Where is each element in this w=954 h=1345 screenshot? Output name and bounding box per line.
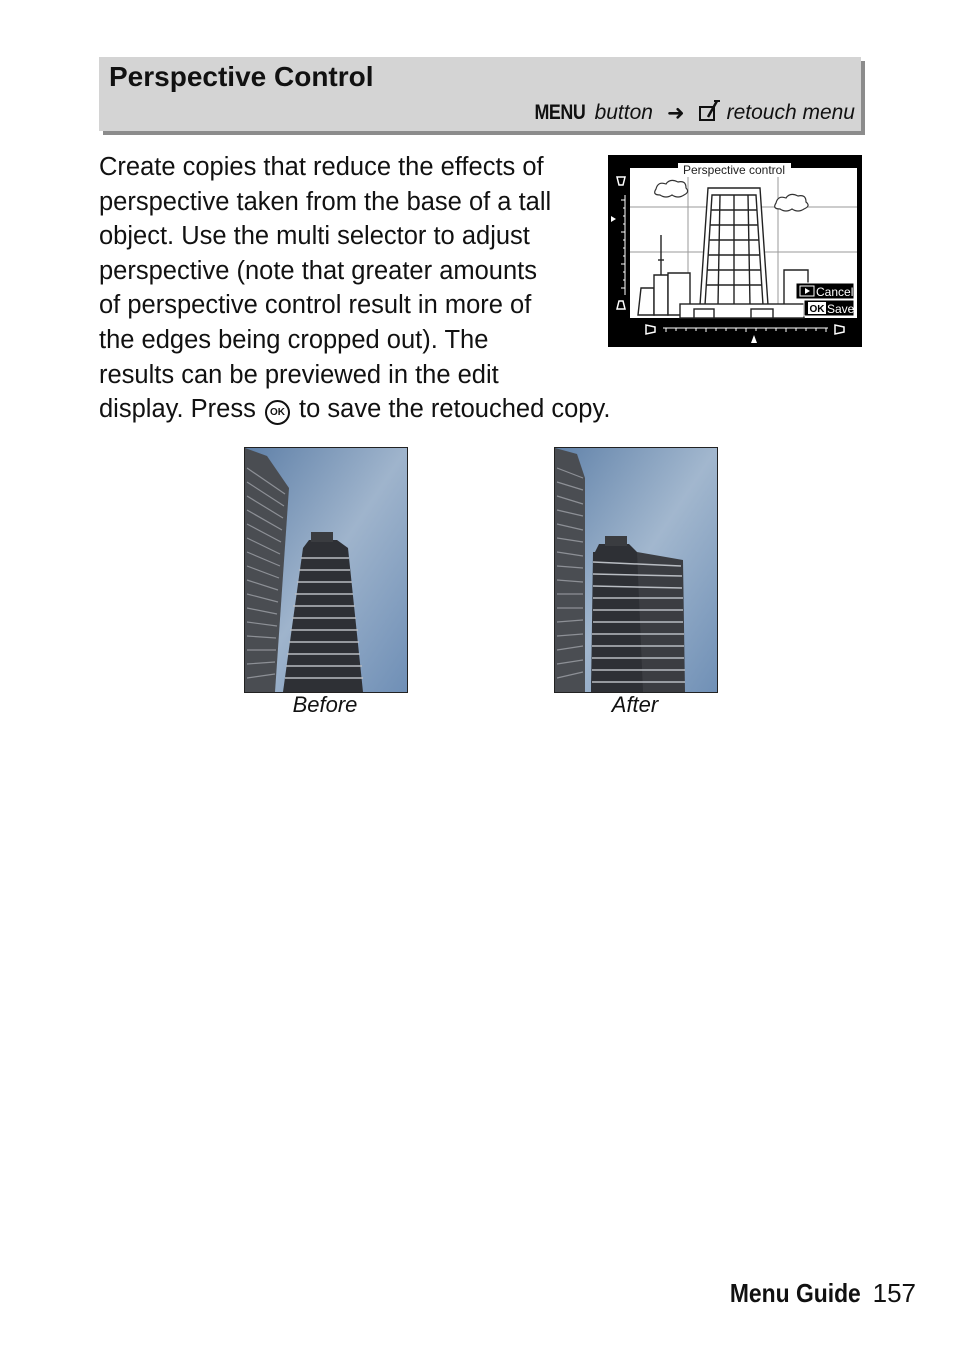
text-line: the edges being cropped out). The — [99, 325, 489, 354]
lcd-ok-badge: OK — [809, 304, 825, 315]
section-name: Menu Guide — [729, 1278, 861, 1308]
text-line: results can be previewed in the edit — [99, 360, 499, 389]
lcd-title: Perspective control — [682, 163, 786, 177]
before-caption: Before — [292, 692, 358, 717]
description-paragraph — [99, 150, 659, 427]
lcd-save-label: Save — [827, 302, 855, 316]
after-photo — [554, 447, 718, 693]
button-word: button — [594, 101, 653, 124]
text-line: Create copies that reduce the effects of — [99, 153, 544, 181]
page-title: Perspective Control — [109, 61, 374, 92]
text-line: perspective (note that greater amounts — [99, 256, 537, 285]
lcd-cancel-label: Cancel — [816, 285, 854, 299]
section-header — [99, 57, 861, 131]
save-text: to save the retouched copy. — [299, 395, 611, 424]
text-line: of perspective control result in more of — [99, 291, 532, 320]
arrow-icon: ➜ — [666, 101, 685, 125]
after-caption: After — [611, 692, 659, 717]
camera-lcd-illustration — [608, 155, 862, 347]
menu-button-label: MENU — [534, 101, 586, 124]
press-text: display. Press — [99, 395, 256, 424]
lcd-screen — [608, 155, 862, 347]
page-footer — [712, 1278, 916, 1309]
text-line: perspective taken from the base of a tall — [99, 187, 552, 216]
text-line: object. Use the multi selector to adjust — [99, 222, 530, 251]
before-photo — [244, 447, 408, 693]
ok-button-icon: OK — [265, 400, 290, 425]
page-number: 157 — [872, 1278, 916, 1308]
retouch-menu-icon — [699, 99, 721, 127]
menu-path — [530, 99, 855, 127]
text-line-last — [99, 392, 659, 427]
retouch-menu-label: retouch menu — [726, 101, 855, 124]
